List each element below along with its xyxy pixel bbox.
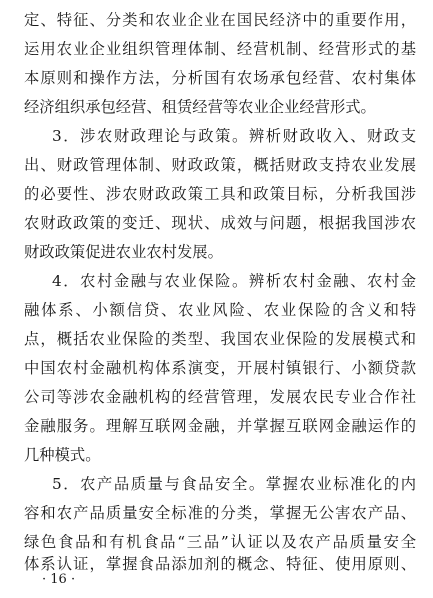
text-line: 点，概括农业保险的类型、我国农业保险的发展模式和: [24, 330, 416, 348]
text-line: 本原则和操作方法，分析国有农场承包经营、农村集体: [24, 69, 416, 87]
text-line: 财政政策促进农业农村发展。: [24, 243, 223, 261]
text-line: 出、财政管理体制、财政政策，概括财政支持农业发展: [24, 156, 416, 174]
text-line: 经济组织承包经营、租赁经营等农业企业经营形式。: [24, 98, 376, 116]
section-heading-line: 3．涉农财政理论与政策。辨析财政收入、财政支: [52, 127, 416, 145]
text-line: 农财政政策的变迁、现状、成效与问题，根据我国涉农: [24, 214, 416, 232]
section-heading-line: 4．农村金融与农业保险。辨析农村金融、农村金: [52, 272, 416, 290]
text-line: 绿色食品和有机食品“三品”认证以及农产品质量安全: [24, 533, 416, 551]
text-line: 几种模式。: [24, 446, 101, 464]
text-line: 融体系、小额信贷、农业风险、农业保险的含义和特: [24, 301, 416, 319]
page-number: · 16 ·: [42, 572, 76, 587]
text-line: 容和农产品质量安全标准的分类，掌握无公害农产品、: [24, 504, 416, 522]
text-line: 定、特征、分类和农业企业在国民经济中的重要作用，: [24, 11, 416, 29]
text-line: 金融服务。理解互联网金融，并掌握互联网金融运作的: [24, 417, 416, 435]
text-line: 体系认证，掌握食品添加剂的概念、特征、使用原则、: [24, 555, 416, 573]
text-line: 公司等涉农金融机构的经营管理，发展农民专业合作社: [24, 388, 416, 406]
text-line: 运用农业企业组织管理体制、经营机制、经营形式的基: [24, 40, 416, 58]
section-heading-line: 5．农产品质量与食品安全。掌握农业标准化的内: [52, 475, 416, 493]
text-line: 中国农村金融机构体系演变，开展村镇银行、小额贷款: [24, 359, 416, 377]
text-line: 的必要性、涉农财政政策工具和政策目标，分析我国涉: [24, 185, 416, 203]
